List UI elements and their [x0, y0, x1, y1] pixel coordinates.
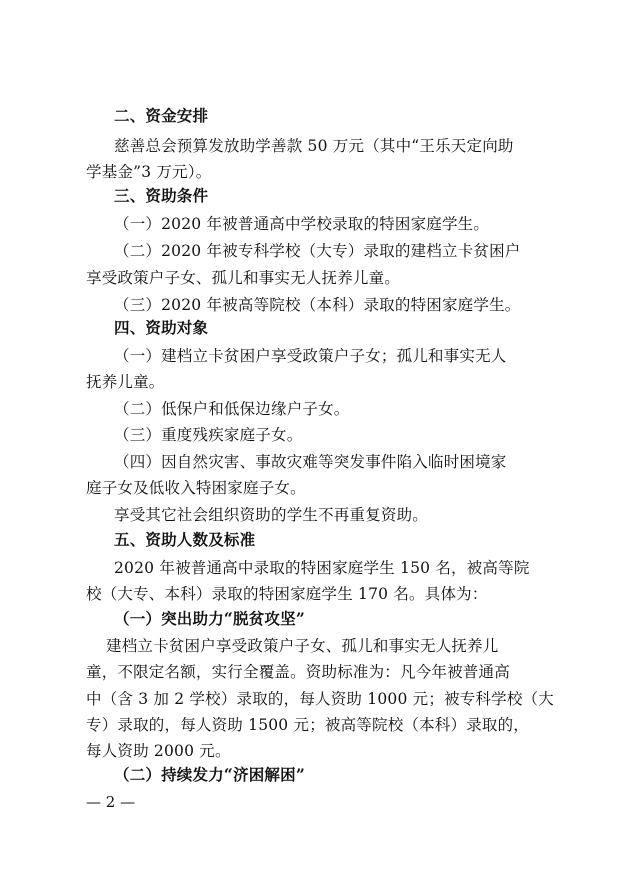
- section-heading-conditions: 三、资助条件: [114, 187, 209, 205]
- section-heading-quota: 五、资助人数及标准: [114, 531, 256, 549]
- list-item: （一）2020 年被普通高中学校录取的特困家庭学生。: [114, 215, 490, 233]
- paragraph-line: 中（含 3 加 2 学校）录取的，每人资助 1000 元；被专科学校（大: [86, 690, 554, 708]
- list-item: （三）重度残疾家庭子女。: [114, 426, 303, 444]
- paragraph-line: 校（大专、本科）录取的特困家庭学生 170 名。具体为：: [86, 585, 488, 603]
- paragraph-line: 建档立卡贫困户享受政策户子女、孤儿和事实无人抚养儿: [106, 637, 499, 655]
- list-item: （二）2020 年被专科学校（大专）录取的建档立卡贫困户: [114, 242, 521, 260]
- list-item-continuation: 享受政策户子女、孤儿和事实无人抚养儿童。: [86, 269, 401, 287]
- paragraph-line: 童，不限定名额，实行全覆盖。资助标准为：凡今年被普通高: [86, 663, 510, 681]
- list-item-continuation: 庭子女及低收入特困家庭子女。: [86, 479, 306, 497]
- list-item: （二）低保户和低保边缘户子女。: [114, 400, 350, 418]
- subsection-heading: （一）突出助力“脱贫攻坚”: [114, 609, 305, 628]
- paragraph-line: 学基金”3 万元）。: [86, 163, 212, 181]
- subsection-heading: （二）持续发力“济困解困”: [114, 765, 305, 784]
- paragraph-line: 享受其它社会组织资助的学生不再重复资助。: [114, 506, 429, 524]
- list-item: （四）因自然灾害、事故灾难等突发事件陷入临时困境家: [114, 453, 507, 471]
- paragraph-line: 每人资助 2000 元。: [86, 742, 231, 760]
- list-item: （三）2020 年被高等院校（本科）录取的特困家庭学生。: [114, 296, 521, 314]
- paragraph-line: 2020 年被普通高中录取的特困家庭学生 150 名，被高等院: [114, 559, 530, 577]
- paragraph-line: 专）录取的，每人资助 1500 元；被高等院校（本科）录取的，: [86, 716, 530, 734]
- section-heading-funding: 二、资金安排: [114, 107, 209, 125]
- page-number: — 2 —: [86, 793, 136, 811]
- list-item-continuation: 抚养儿童。: [86, 373, 165, 391]
- list-item: （一）建档立卡贫困户享受政策户子女；孤儿和事实无人: [114, 347, 507, 365]
- section-heading-targets: 四、资助对象: [114, 319, 209, 337]
- paragraph-line: 慈善总会预算发放助学善款 50 万元（其中“王乐天定向助: [114, 137, 514, 155]
